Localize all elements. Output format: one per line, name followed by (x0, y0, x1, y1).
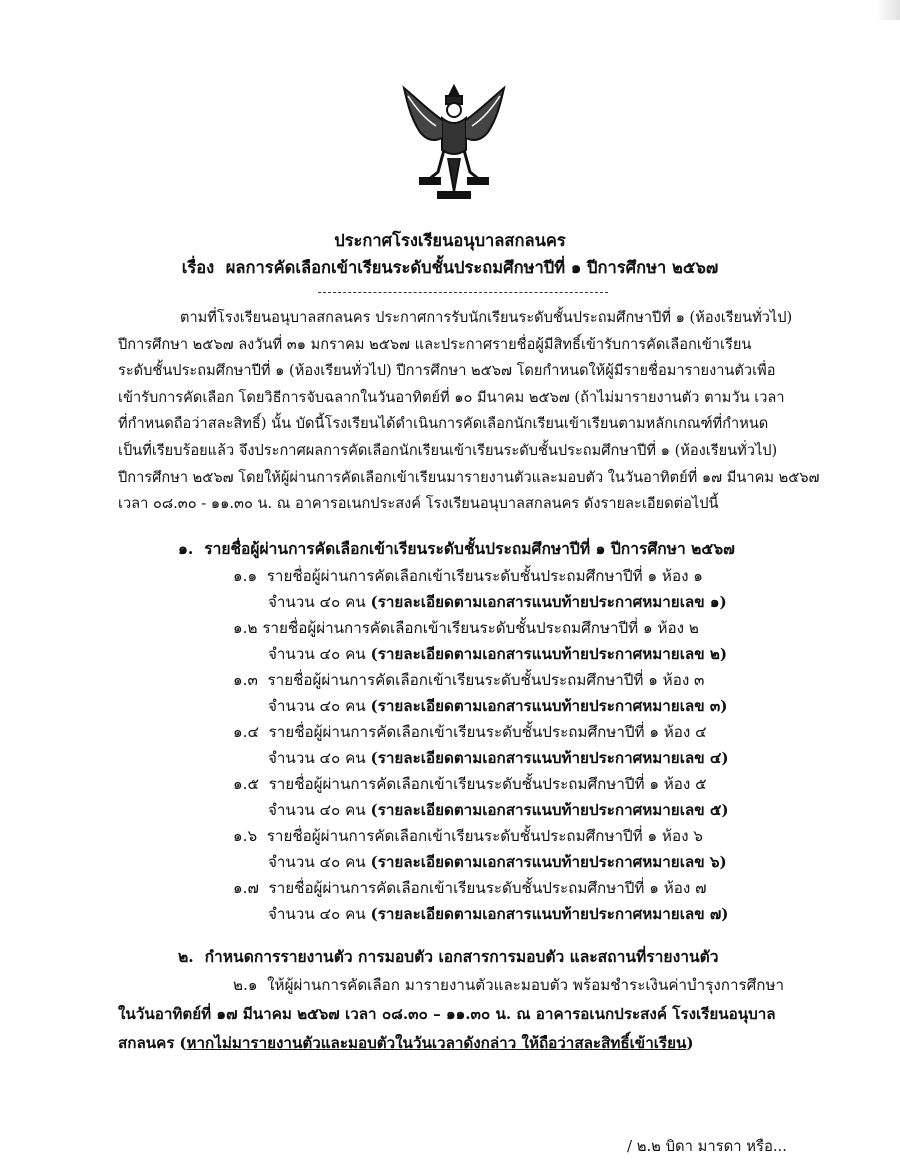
section-title: กำหนดการรายงานตัว การมอบตัว เอกสารการมอบตัว และสถานที่รายงานตัว (204, 947, 719, 966)
item-count: จำนวน ๔๐ คน (268, 749, 366, 767)
list-item-count (268, 694, 727, 718)
list-item-count (268, 850, 727, 874)
section-2-line-3 (118, 1031, 694, 1055)
list-item (233, 564, 703, 588)
item-detail: (รายละเอียดตามเอกสารแนบท้ายประกาศหมายเลข ๒) (370, 645, 728, 663)
intro-line: ปีการศึกษา ๒๕๖๗ โดยให้ผู้ผ่านการคัดเลือกเข้าเรียนมารายงานตัวและมอบตัว ในวันอาทิตย์ที่ ๑๗ มีนาคม ๒๕๖๗ (118, 468, 820, 486)
list-item (233, 668, 704, 692)
intro-line: ที่กำหนดถือว่าสละสิทธิ์) นั้น บัดนี้โรงเรียนได้ดำเนินการคัดเลือกนักเรียนเข้าเรียนตามหลักเกณฑ์ที่กำหนด (118, 415, 769, 433)
item-detail: (รายละเอียดตามเอกสารแนบท้ายประกาศหมายเลข ๑) (370, 593, 727, 611)
intro-line: ตามที่โรงเรียนอนุบาลสกลนคร ประกาศการรับนักเรียนระดับชั้นประถมศึกษาปีที่ ๑ (ห้องเรียนทั่วไป) (180, 309, 793, 326)
item-detail: (รายละเอียดตามเอกสารแนบท้ายประกาศหมายเลข ๖) (370, 853, 727, 871)
paren-close: ) (686, 1034, 694, 1052)
page-continuation: / ๒.๒ บิดา มารดา หรือ... (627, 1138, 787, 1155)
intro-line: เข้ารับการคัดเลือก โดยวิธีการจับฉลากในวันอาทิตย์ที่ ๑๐ มีนาคม ๒๕๖๗ (ถ้าไม่มารายงานตัว ตามวัน เวลา (118, 388, 785, 406)
item-text: รายชื่อผู้ผ่านการคัดเลือกเข้าเรียนระดับชั้นประถมศึกษาปีที่ ๑ ห้อง ๒ (262, 619, 699, 637)
scan-artifact (876, 0, 900, 20)
item-count: จำนวน ๔๐ คน (268, 801, 366, 819)
section-1-heading (178, 536, 735, 561)
garuda-emblem-icon (398, 80, 510, 205)
intro-line: เวลา ๐๘.๓๐ - ๑๑.๓๐ น. ณ อาคารอเนกประสงค์ โรงเรียนอนุบาลสกลนคร ดังรายละเอียดต่อไปนี้ (118, 495, 719, 513)
item-number: ๑.๔ (233, 723, 259, 741)
item-text: รายชื่อผู้ผ่านการคัดเลือกเข้าเรียนระดับชั้นประถมศึกษาปีที่ ๑ ห้อง ๓ (267, 671, 705, 689)
item-number: ๑.๕ (233, 775, 259, 793)
list-item-count (268, 798, 729, 822)
section-2-line-2: ในวันอาทิตย์ที่ ๑๗ มีนาคม ๒๕๖๗ เวลา ๐๘.๓๐ – ๑๑.๓๐ น. ณ อาคารอเนกประสงค์ โรงเรียนอนุบาล (118, 1005, 776, 1023)
item-text: รายชื่อผู้ผ่านการคัดเลือกเข้าเรียนระดับชั้นประถมศึกษาปีที่ ๑ ห้อง ๑ (266, 567, 703, 585)
item-count: จำนวน ๔๐ คน (268, 853, 366, 871)
list-item-count (268, 902, 728, 926)
item-text: ให้ผู้ผ่านการคัดเลือก มารายงานตัวและมอบตัว พร้อมชำระเงินค่าบำรุงการศึกษา (267, 976, 785, 994)
item-text: รายชื่อผู้ผ่านการคัดเลือกเข้าเรียนระดับชั้นประถมศึกษาปีที่ ๑ ห้อง ๗ (268, 879, 707, 897)
item-number: ๑.๖ (233, 827, 258, 845)
school-name-tail: สกลนคร (118, 1034, 175, 1052)
item-detail: (รายละเอียดตามเอกสารแนบท้ายประกาศหมายเลข ๗) (370, 905, 729, 923)
section-2-heading (178, 944, 719, 969)
item-count: จำนวน ๔๐ คน (268, 593, 366, 611)
forfeit-warning: หากไม่มารายงานตัวและมอบตัวในวันเวลาดังกล่าว ให้ถือว่าสละสิทธิ์เข้าเรียน (186, 1034, 687, 1052)
title-divider (318, 292, 608, 293)
item-text: รายชื่อผู้ผ่านการคัดเลือกเข้าเรียนระดับชั้นประถมศึกษาปีที่ ๑ ห้อง ๕ (268, 775, 707, 793)
subject-text: ผลการคัดเลือกเข้าเรียนระดับชั้นประถมศึกษาปีที่ ๑ ปีการศึกษา ๒๕๖๗ (225, 258, 719, 277)
intro-line: ระดับชั้นประถมศึกษาปีที่ ๑ (ห้องเรียนทั่วไป) ปีการศึกษา ๒๕๖๗ โดยกำหนดให้ผู้มีรายชื่อมารายงานตัวเพื่อ (118, 362, 776, 380)
list-item-count (268, 590, 727, 614)
list-item (233, 876, 707, 900)
list-item-count (268, 746, 729, 770)
list-item (233, 824, 703, 848)
section-number: ๑. (178, 539, 194, 558)
item-count: จำนวน ๔๐ คน (268, 645, 366, 663)
intro-line: ปีการศึกษา ๒๕๖๗ ลงวันที่ ๓๑ มกราคม ๒๕๖๗ และประกาศรายชื่อผู้มีสิทธิ์เข้ารับการคัดเลือกเข้าเรียน (118, 335, 752, 353)
list-item-count (268, 642, 727, 666)
item-number: ๑.๓ (233, 671, 258, 689)
intro-line: เป็นที่เรียบร้อยแล้ว จึงประกาศผลการคัดเลือกนักเรียนเข้าเรียนระดับชั้นประถมศึกษาปีที่ ๑ (ห้องเรียนทั่วไป) (118, 441, 778, 459)
item-text: รายชื่อผู้ผ่านการคัดเลือกเข้าเรียนระดับชั้นประถมศึกษาปีที่ ๑ ห้อง ๔ (268, 723, 707, 741)
section-2-line-1 (233, 973, 784, 997)
section-number: ๒. (178, 947, 194, 966)
item-count: จำนวน ๔๐ คน (268, 697, 366, 715)
announcement-title: ประกาศโรงเรียนอนุบาลสกลนคร (334, 231, 566, 250)
paren-open: ( (179, 1034, 187, 1052)
item-detail: (รายละเอียดตามเอกสารแนบท้ายประกาศหมายเลข ๔) (370, 749, 729, 767)
item-detail: (รายละเอียดตามเอกสารแนบท้ายประกาศหมายเลข ๓) (370, 697, 728, 715)
item-number: ๑.๒ (233, 619, 258, 637)
item-text: รายชื่อผู้ผ่านการคัดเลือกเข้าเรียนระดับชั้นประถมศึกษาปีที่ ๑ ห้อง ๖ (266, 827, 703, 845)
item-number: ๑.๑ (233, 567, 258, 585)
item-detail: (รายละเอียดตามเอกสารแนบท้ายประกาศหมายเลข ๕) (370, 801, 729, 819)
item-count: จำนวน ๔๐ คน (268, 905, 366, 923)
section-title: รายชื่อผู้ผ่านการคัดเลือกเข้าเรียนระดับชั้นประถมศึกษาปีที่ ๑ ปีการศึกษา ๒๕๖๗ (204, 539, 735, 558)
intro-paragraph (118, 305, 820, 518)
list-item (233, 772, 707, 796)
list-item (233, 720, 707, 744)
item-number: ๒.๑ (233, 976, 258, 994)
item-number: ๑.๗ (233, 879, 259, 897)
list-item (233, 616, 699, 640)
announcement-subject (0, 255, 900, 281)
subject-label: เรื่อง (181, 258, 215, 277)
